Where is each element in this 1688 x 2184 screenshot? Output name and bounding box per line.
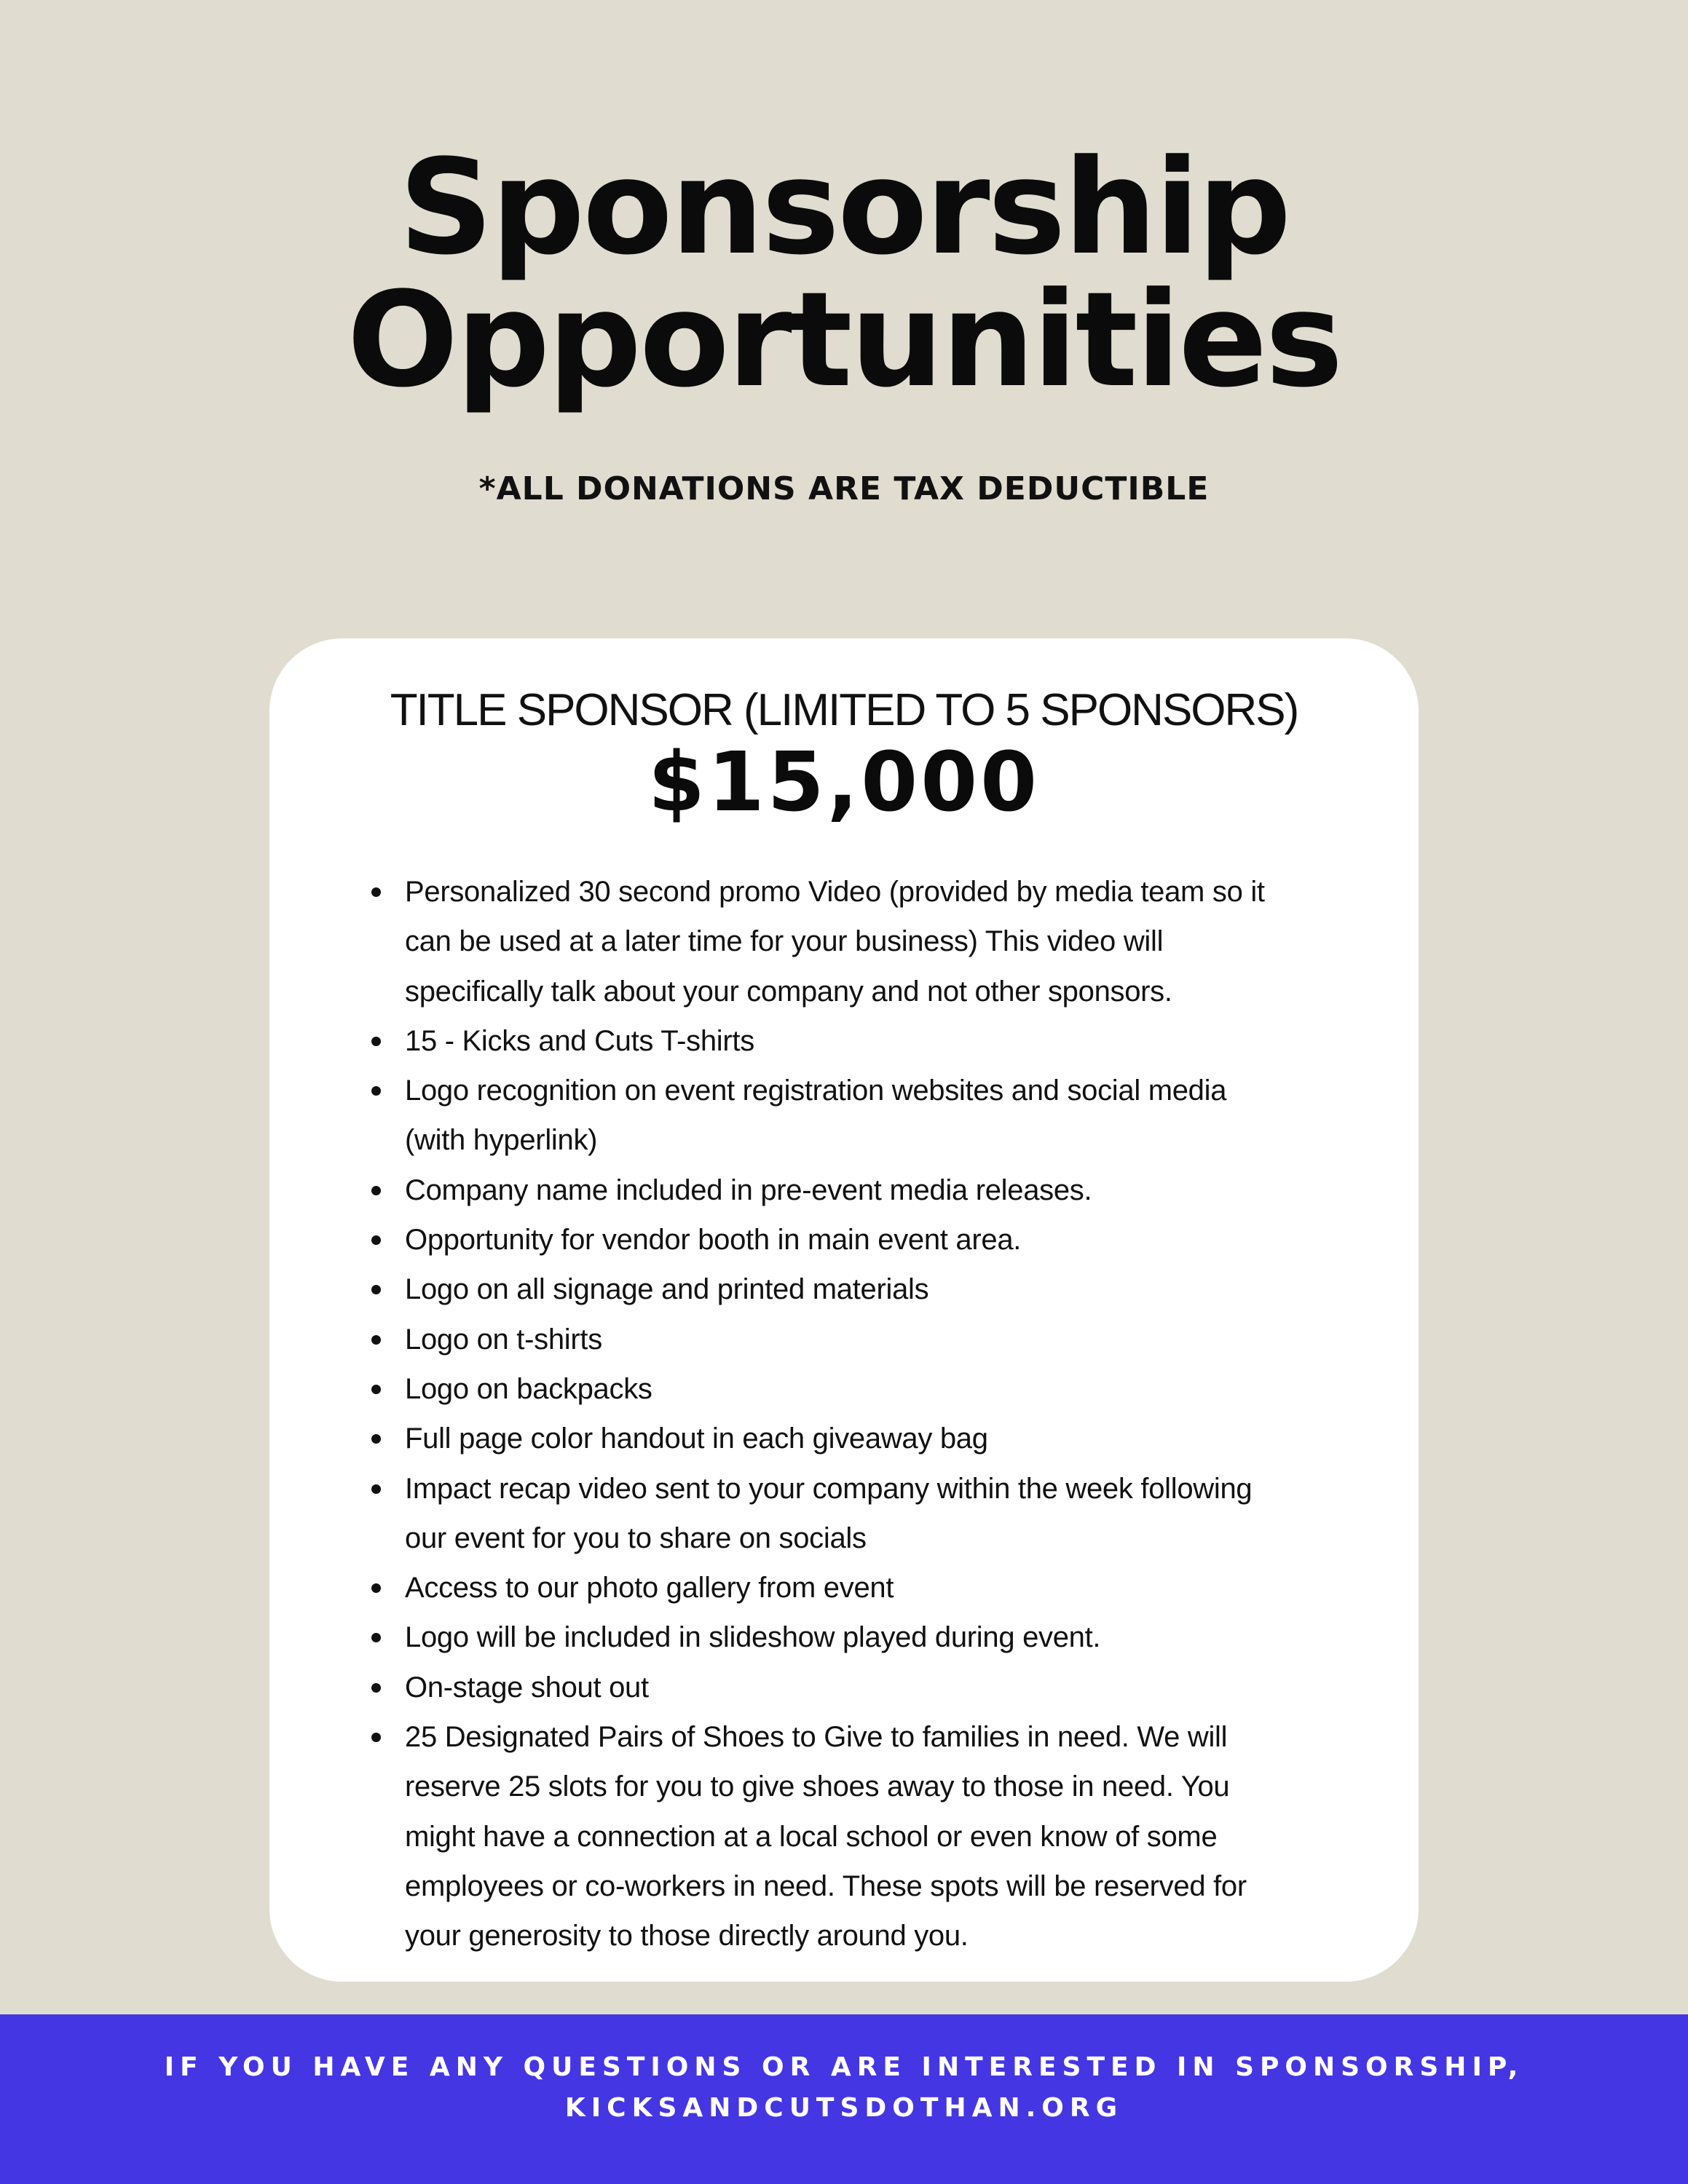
- benefit-item: [405, 1563, 1293, 1613]
- benefit-text: Impact recap video sent to your company within the week following our event for you to share on socials: [405, 1472, 1253, 1554]
- tax-deductible-note: *ALL DONATIONS ARE TAX DEDUCTIBLE: [478, 470, 1210, 507]
- benefit-item: [405, 1712, 1293, 1961]
- benefit-text: Full page color handout in each giveaway bag: [405, 1423, 988, 1455]
- bullet-icon: [371, 1235, 381, 1245]
- benefit-item: [405, 1315, 1293, 1364]
- benefit-item: [405, 1066, 1293, 1166]
- bullet-icon: [371, 1037, 381, 1046]
- benefit-text: On-stage shout out: [405, 1671, 649, 1704]
- benefit-item: [405, 1613, 1293, 1662]
- benefit-text: Logo on t-shirts: [405, 1323, 602, 1356]
- benefit-text: 25 Designated Pairs of Shoes to Give to families in need. We will reserve 25 slots for you to give shoes away to those in need. You might have a connection at a local school or even know of some employees or co-workers in need. These spots will be reserved for your generosity to those directly around you.: [405, 1721, 1247, 1952]
- benefit-item: [405, 1016, 1293, 1066]
- benefit-item: [405, 1464, 1293, 1564]
- benefit-text: Logo on all signage and printed materials: [405, 1273, 929, 1306]
- page-title-line-2: Opportunities: [347, 264, 1341, 416]
- benefit-item: [405, 1215, 1293, 1265]
- bullet-icon: [371, 1385, 381, 1394]
- benefit-text: 15 - Kicks and Cuts T-shirts: [405, 1024, 754, 1057]
- benefit-item: [405, 1166, 1293, 1215]
- benefit-text: Logo will be included in slideshow played during event.: [405, 1621, 1101, 1654]
- bullet-icon: [371, 887, 381, 897]
- footer-website-link[interactable]: KICKSANDCUTSDOTHAN.ORG: [564, 2093, 1124, 2123]
- benefit-text: Personalized 30 second promo Video (provided by media team so it can be used at a later time for your business) This video will specifically talk about your company and not other sponsors.: [405, 876, 1265, 1008]
- page-title: [0, 132, 1688, 416]
- bullet-icon: [371, 1683, 381, 1693]
- page-title-line-1: Sponsorship: [398, 132, 1290, 284]
- benefit-item: [405, 1414, 1293, 1463]
- benefit-item: [405, 1364, 1293, 1414]
- benefit-item: [405, 867, 1293, 1016]
- footer-contact-text: IF YOU HAVE ANY QUESTIONS OR ARE INTERESTED IN SPONSORSHIP,: [164, 2052, 1524, 2082]
- bullet-icon: [371, 1484, 381, 1494]
- benefit-item: [405, 1663, 1293, 1712]
- bullet-icon: [371, 1335, 381, 1345]
- bullet-icon: [371, 1733, 381, 1742]
- benefit-text: Opportunity for vendor booth in main event area.: [405, 1224, 1022, 1257]
- benefit-text: Company name included in pre-event media releases.: [405, 1174, 1092, 1206]
- benefits-list: [405, 867, 1293, 1961]
- benefit-item: [405, 1265, 1293, 1314]
- tier-price: $15,000: [647, 735, 1041, 830]
- benefit-text: Logo on backpacks: [405, 1372, 652, 1405]
- tier-label: TITLE SPONSOR (LIMITED TO 5 SPONSORS): [390, 685, 1298, 735]
- bullet-icon: [371, 1186, 381, 1195]
- benefit-text: Access to our photo gallery from event: [405, 1572, 894, 1605]
- benefit-text: Logo recognition on event registration websites and social media (with hyperlink): [405, 1075, 1227, 1157]
